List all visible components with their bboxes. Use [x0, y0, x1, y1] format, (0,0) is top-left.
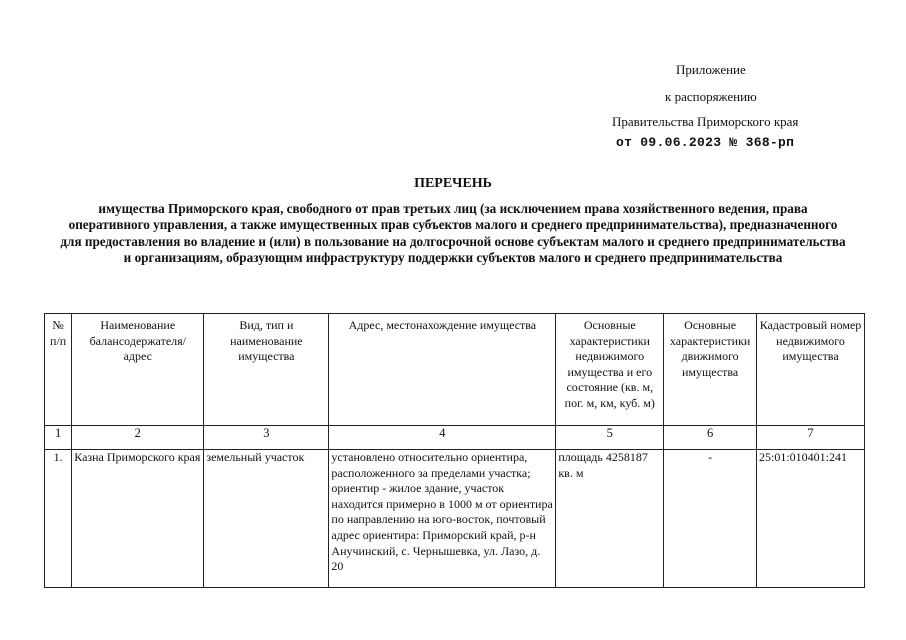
row-number: 1.: [45, 450, 72, 588]
property-registry-table: [44, 313, 865, 588]
document-title: ПЕРЕЧЕНЬ: [414, 176, 492, 191]
column-number: 7: [757, 426, 865, 450]
column-number: 4: [329, 426, 556, 450]
header-cadastral: Кадастровый номер недвижимого имущества: [757, 314, 865, 426]
row-holder: Казна Приморского края: [72, 450, 204, 588]
column-number: 6: [664, 426, 757, 450]
row-real-estate: площадь 4258187 кв. м: [556, 450, 664, 588]
row-type: земельный участок: [204, 450, 329, 588]
table-row: [45, 450, 865, 588]
appendix-government: Правительства Приморского края: [612, 114, 799, 129]
column-number: 2: [72, 426, 204, 450]
header-number: № п/п: [45, 314, 72, 426]
column-number: 3: [204, 426, 329, 450]
column-number: 1: [45, 426, 72, 450]
appendix-order-ref: к распоряжению: [665, 89, 757, 104]
row-cadastral: 25:01:010401:241: [757, 450, 865, 588]
row-movable: -: [664, 450, 757, 588]
table-header-row: [45, 314, 865, 426]
header-movable: Основные характеристики движимого имущества: [664, 314, 757, 426]
header-holder: Наименование балансодержателя/ адрес: [72, 314, 204, 426]
appendix-date-number: от 09.06.2023 № 368-рп: [616, 135, 795, 150]
header-address: Адрес, местонахождение имущества: [329, 314, 556, 426]
document-subtitle: имущества Приморского края, свободного от прав третьих лиц (за исключением права хозяйственного ведения, права оперативного управления, а также имущественных прав субъектов малого и среднего предпринимательства), предназначенного для предоставления во владение и (или) в пользование на долгосрочной основе субъектам малого и среднего предпринимательства и организациям, образующим инфраструктуру поддержки субъектов малого и среднего предпринимательства: [60, 201, 846, 265]
row-address: установлено относительно ориентира, расположенного за пределами участка; ориентир - жилое здание, участок находится примерно в 1000 м от ориентира по направлению на юго-восток, почтовый адрес ориентира: Приморский край, р-н Анучинский, с. Чернышевка, ул. Лазо, д. 20: [329, 450, 556, 588]
column-number: 5: [556, 426, 664, 450]
column-number-row: [45, 426, 865, 450]
header-real-estate: Основные характеристики недвижимого имущества и его состояние (кв. м, пог. м, км, куб. м): [556, 314, 664, 426]
appendix-label: Приложение: [676, 62, 746, 77]
header-type: Вид, тип и наименование имущества: [204, 314, 329, 426]
